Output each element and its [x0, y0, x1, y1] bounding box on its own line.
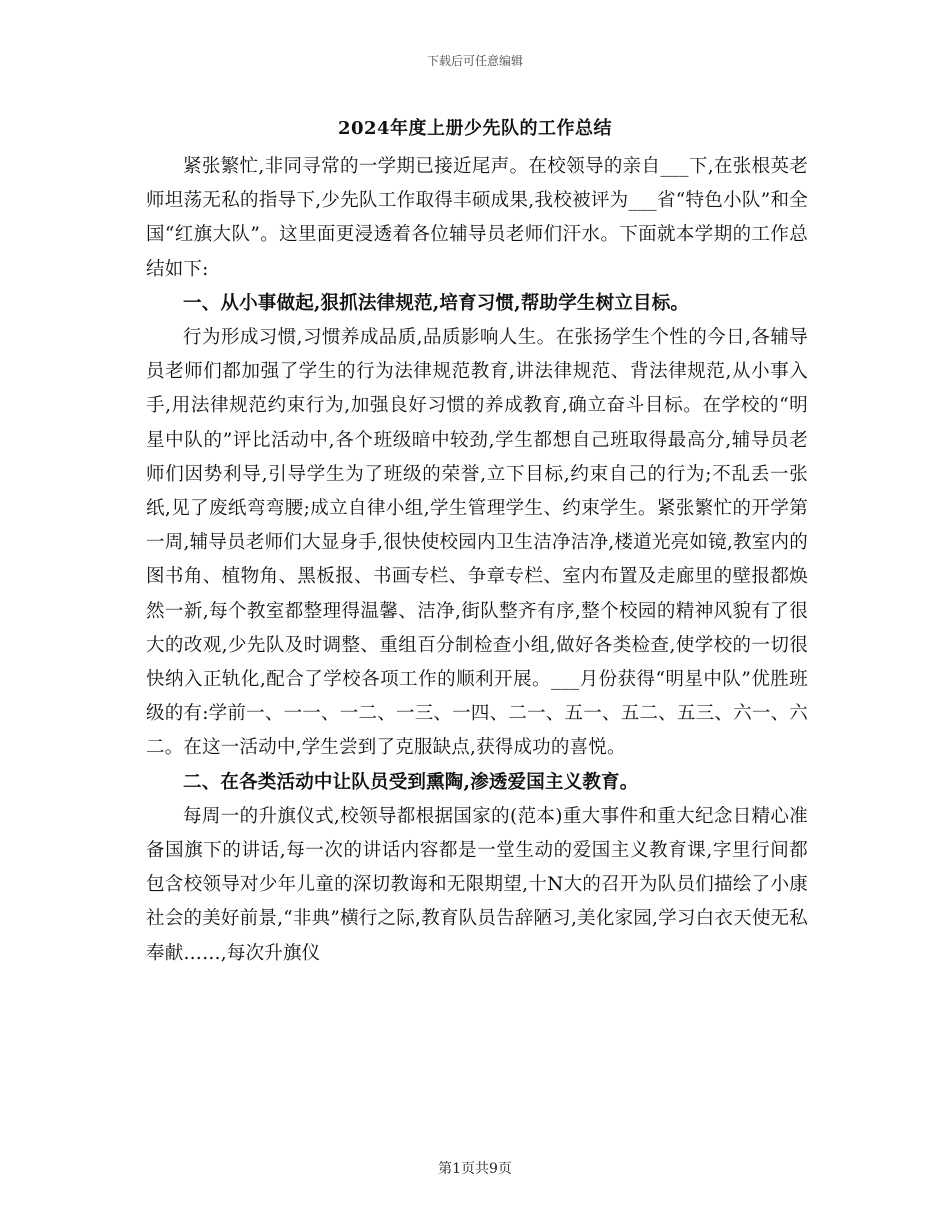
section-2-paragraph: 每周一的升旗仪式,校领导都根据国家的(范本)重大事件和重大纪念日精心准备国旗下的讲话,每一次的讲话内容都是一堂生动的爱国主义教育课,字里行间都包含校领导对少年儿童的深切教诲和无限期望,十N大的召开为队员们描绘了小康社会的美好前景,“非典”横行之际,教育队员告辞陋习,美化家园,学习白衣天使无私奉献……,每次升旗仪 [146, 805, 808, 964]
page-number: 第1页共9页 [438, 1161, 512, 1177]
document-body [146, 150, 808, 971]
intro-paragraph: 紧张繁忙,非同寻常的一学期已接近尾声。在校领导的亲自___下,在张根英老师坦荡无私的指导下,少先队工作取得丰硕成果,我校被评为___省“特色小队”和全国“红旗大队”。这里面更浸透着各位辅导员老师们汗水。下面就本学期的工作总结如下: [146, 156, 808, 280]
section-1-paragraph: 行为形成习惯,习惯养成品质,品质影响人生。在张扬学生个性的今日,各辅导员老师们都加强了学生的行为法律规范教育,讲法律规范、背法律规范,从小事入手,用法律规范约束行为,加强良好习惯的养成教育,确立奋斗目标。在学校的“明星中队的”评比活动中,各个班级暗中较劲,学生都想自己班取得最高分,辅导员老师们因势利导,引导学生为了班级的荣誉,立下目标,约束自己的行为;不乱丢一张纸,见了废纸弯弯腰;成立自律小组,学生管理学生、约束学生。紧张繁忙的开学第一周,辅导员老师们大显身手,很快使校园内卫生洁净洁净,楼道光亮如镜,教室内的图书角、植物角、黑板报、书画专栏、争章专栏、室内布置及走廊里的壁报都焕然一新,每个教室都整理得温馨、洁净,街队整齐有序,整个校园的精神风貌有了很大的改观,少先队及时调整、重组百分制检查小组,做好各类检查,使学校的一切很快纳入正轨化,配合了学校各项工作的顺利开展。___月份获得“明星中队”优胜班级的有:学前一、一一、一二、一三、一四、二一、五一、五二、五三、六一、六二。在这一活动中,学生尝到了克服缺点,获得成功的喜悦。 [146, 327, 808, 759]
section-heading-1: 一、从小事做起,狠抓法律规范,培育习惯,帮助学生树立目标。 [183, 292, 690, 314]
section-heading-2: 二、在各类活动中让队员受到熏陶,渗透爱国主义教育。 [183, 771, 639, 793]
page-header-note: 下载后可任意编辑 [426, 54, 523, 68]
document-title: 2024年度上册少先队的工作总结 [337, 118, 613, 139]
